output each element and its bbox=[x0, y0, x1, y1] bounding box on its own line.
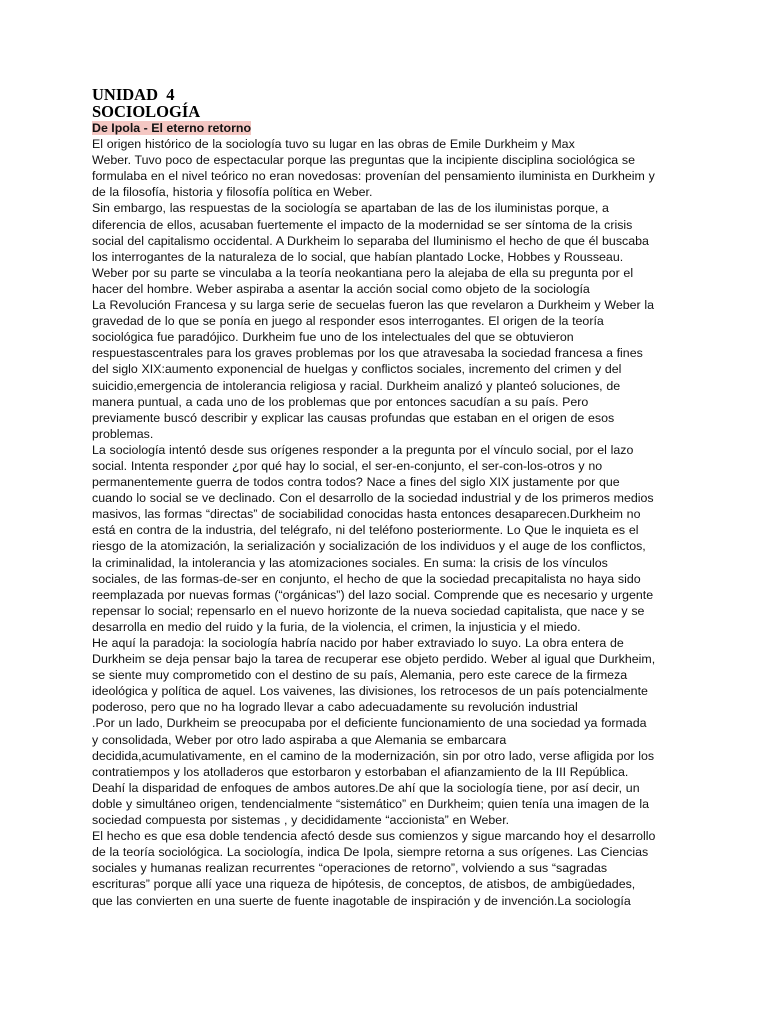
highlighted-subtitle: De Ipola - El eterno retorno bbox=[92, 121, 252, 135]
body-line: social. Intenta responder ¿por qué hay lo social, el ser-en-conjunto, el ser-con-los-otros y no bbox=[92, 458, 603, 473]
body-line: doble y simultáneo origen, tendencialmente “sistemático” en Durkheim; quien tenía una imagen de la bbox=[92, 796, 649, 811]
body-line: problemas. bbox=[92, 426, 154, 441]
body-line: suicidio,emergencia de intolerancia religiosa y racial. Durkheim analizó y planteó soluciones, de bbox=[92, 378, 621, 393]
body-line: He aquí la paradoja: la sociología habría nacido por haber extraviado lo suyo. La obra entera de bbox=[92, 636, 624, 650]
body-line: sociales y humanas realizan recurrentes “operaciones de retorno”, volviendo a sus “sagradas bbox=[92, 861, 608, 876]
body-line: los interrogantes de la naturaleza de lo social, que habían plantado Locke, Hobbes y Rousseau. bbox=[92, 249, 624, 264]
body-text bbox=[92, 136, 678, 909]
body-line: repensar lo social; repensarlo en el nuevo horizonte de la nueva sociedad capitalista, que nace y se bbox=[92, 603, 645, 618]
body-line: gravedad de lo que se ponía en juego al responder esos interrogantes. El origen de la teoría bbox=[92, 314, 604, 329]
body-line: reemplazada por nuevas formas (“orgánicas”) del lazo social. Comprende que es necesario y urgente bbox=[92, 587, 654, 602]
body-line: la criminalidad, la intolerancia y las atomizaciones sociales. En suma: la crisis de los vínculos bbox=[92, 555, 608, 570]
body-line: formulaba en el nivel teórico no eran novedosas: provenían del pensamiento iluminista en Durkheim y bbox=[92, 169, 655, 184]
body-line: respuestascentrales para los graves problemas por los que atravesaba la sociedad francesa a fines bbox=[92, 346, 643, 361]
body-line: riesgo de la atomización, la serialización y socialización de los individuos y el auge de los conflictos, bbox=[92, 539, 646, 554]
body-line: Weber por su parte se vinculaba a la teoría neokantiana pero la alejaba de ella su pregunta por el bbox=[92, 265, 634, 280]
body-line: sociedad compuesta por sistemas , y decididamente “accionista” en Weber. bbox=[92, 813, 510, 828]
body-line: cuando lo social se ve declinado. Con el desarrollo de la sociedad industrial y de los primeros medios bbox=[92, 491, 654, 506]
body-line: Sin embargo, las respuestas de la sociología se apartaban de las de los iluministas porque, a bbox=[92, 201, 609, 216]
body-line: que las convierten en una suerte de fuente inagotable de inspiración y de invención.La sociología bbox=[92, 893, 631, 908]
body-line: sociales, de las formas-de-ser en conjunto, el hecho de que la sociedad precapitalista no haya sido bbox=[92, 571, 641, 586]
body-line: social del capitalismo occidental. A Durkheim lo separaba del Iluminismo el hecho de que él buscaba bbox=[92, 233, 649, 248]
body-line: de la filosofía, historia y filosofía política en Weber. bbox=[92, 185, 373, 200]
body-line: El origen histórico de la sociología tuvo su lugar en las obras de Emile Durkheim y Max bbox=[92, 137, 575, 152]
body-line: escrituras” porque allí yace una riqueza de hipótesis, de conceptos, de atisbos, de ambigüedades, bbox=[92, 877, 636, 892]
body-line: de la teoría sociológica. La sociología, indica De Ipola, siempre retorna a sus orígenes. Las Ciencias bbox=[92, 845, 649, 860]
unit-title: UNIDAD 4 bbox=[92, 85, 175, 104]
body-line: diferencia de ellos, acusaban fuertemente el impacto de la modernidad se ser síntoma de la crisis bbox=[92, 217, 633, 232]
body-line: masivos, las formas “directas” de sociabilidad conocidas hasta entonces desaparecen.Durkheim no bbox=[92, 507, 641, 522]
body-line: ideológica y política de aquel. Los vaivenes, las divisiones, los retrocesos de un país potencialmente bbox=[92, 684, 648, 699]
body-line: La Revolución Francesa y su larga serie de secuelas fueron las que revelaron a Durkheim y Weber la bbox=[92, 298, 655, 313]
body-line: poderoso, pero que no ha logrado llevar a cabo adecuadamente su revolución industrial bbox=[92, 700, 578, 715]
body-line: sociológica fue paradójico. Durkheim fue uno de los intelectuales del que se obtuvieron bbox=[92, 330, 574, 345]
body-line: .Por un lado, Durkheim se preocupaba por el deficiente funcionamiento de una sociedad ya formada bbox=[92, 716, 647, 731]
body-line: desarrolla en medio del ruido y la furia, de la violencia, el crimen, la injusticia y el miedo. bbox=[92, 619, 581, 634]
body-line: previamente buscó describir y explicar las causas profundas que estaban en el origen de esos bbox=[92, 410, 615, 425]
body-line: La sociología intentó desde sus orígenes responder a la pregunta por el vínculo social, por el lazo bbox=[92, 442, 634, 457]
body-line: manera puntual, a cada uno de los problemas que por entonces sacudían a su país. Pero bbox=[92, 394, 589, 409]
body-line: del siglo XIX:aumento exponencial de huelgas y conflictos sociales, incremento del crimen y del bbox=[92, 362, 622, 377]
body-line: y consolidada, Weber por otro lado aspiraba a que Alemania se embarcara bbox=[92, 732, 507, 747]
body-line: permanentemente guerra de todos contra todos? Nace a fines del siglo XIX justamente por que bbox=[92, 475, 620, 490]
subtitle-line bbox=[92, 120, 678, 136]
body-line: Durkheim se deja pensar bajo la tarea de recuperar ese objeto perdido. Weber al igual que Durkheim, bbox=[92, 652, 656, 667]
body-line: Deahí la disparidad de enfoques de ambos autores.De ahí que la sociología tiene, por así decir, un bbox=[92, 780, 640, 795]
body-line: está en contra de la industria, del telégrafo, ni del teléfono posteriormente. Lo Que le inquieta es el bbox=[92, 523, 639, 538]
body-line: Weber. Tuvo poco de espectacular porque las preguntas que la incipiente disciplina sociológica se bbox=[92, 153, 636, 168]
document-content bbox=[92, 86, 678, 909]
body-line: El hecho es que esa doble tendencia afectó desde sus comienzos y sigue marcando hoy el desarrollo bbox=[92, 829, 656, 844]
section-title: SOCIOLOGÍA bbox=[92, 102, 201, 121]
body-line: se siente muy comprometido con el destino de su país, Alemania, pero este carece de la firmeza bbox=[92, 668, 628, 683]
body-line: hacer del hombre. Weber aspiraba a asentar la acción social como objeto de la sociología bbox=[92, 281, 590, 296]
body-line: decidida,acumulativamente, en el camino de la modernización, sin por otro lado, verse afligida por los bbox=[92, 748, 655, 763]
body-line: contratiempos y los atolladeros que estorbaron y estorbaban el afianzamiento de la III República. bbox=[92, 764, 629, 779]
